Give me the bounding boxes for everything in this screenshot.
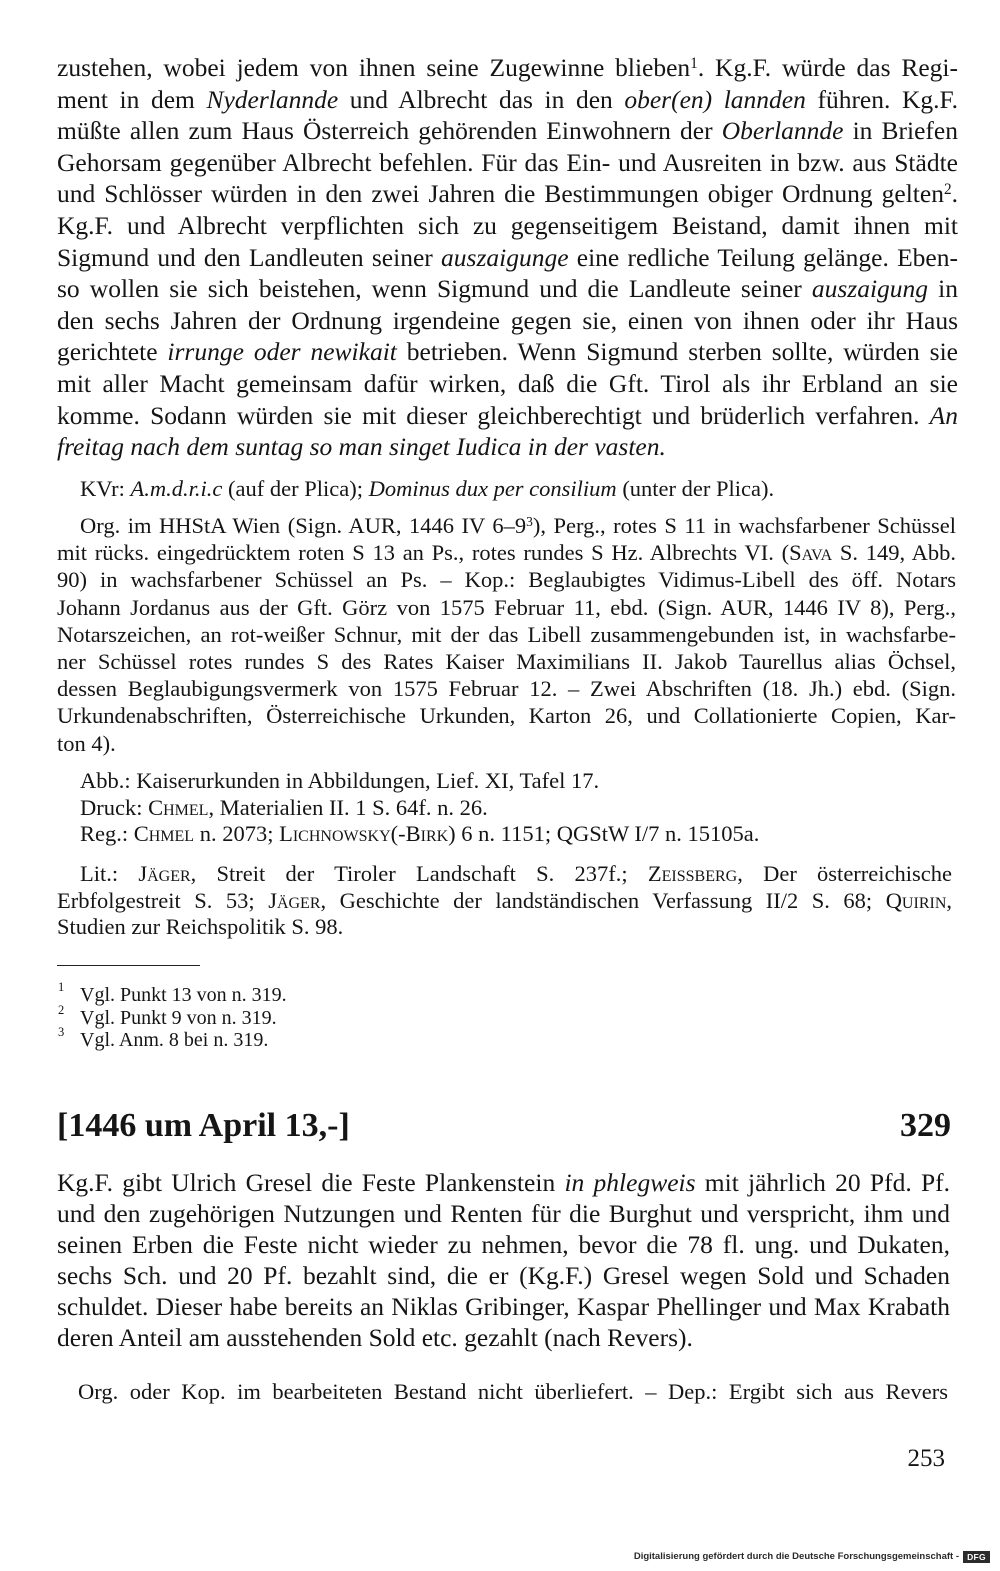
line-text bbox=[57, 888, 952, 913]
line-text bbox=[57, 211, 958, 240]
small-caps-name: Jäger bbox=[268, 887, 321, 913]
small-caps-name: Chmel bbox=[148, 794, 209, 820]
text-run: in Briefen bbox=[843, 116, 958, 146]
text-run: und den zugehörigen Nutzungen und Renten für die Burghut und verspricht, ihm und bbox=[57, 1199, 950, 1228]
line-text bbox=[57, 1261, 950, 1290]
tradition-line bbox=[57, 702, 956, 729]
literature-line bbox=[80, 861, 952, 888]
text-run: (auf der Plica); bbox=[222, 476, 369, 501]
text-run: müßte allen zum Haus Österreich gehörenden Einwohnern der bbox=[57, 116, 722, 146]
line-text bbox=[57, 649, 956, 674]
kanzleivermerk-note bbox=[57, 475, 956, 502]
text-run: führen. Kg.F. bbox=[805, 84, 959, 114]
line-text bbox=[57, 274, 958, 303]
regest-text-line bbox=[57, 242, 958, 274]
regest-text-line bbox=[57, 1322, 950, 1353]
tradition-line bbox=[57, 539, 956, 566]
text-run: in bbox=[928, 274, 958, 304]
text-run: 6 n. 1151; QGStW I/7 n. 15105a. bbox=[455, 821, 760, 847]
footnote-reference: 1 bbox=[690, 54, 698, 72]
italic-text: auszaigung bbox=[811, 274, 929, 304]
regest-text-line bbox=[57, 1260, 950, 1291]
text-run: Gehorsam gegenüber Albrecht befehlen. Für das Ein- und Ausreiten in bzw. aus Städte bbox=[57, 147, 958, 177]
literature-line bbox=[57, 888, 952, 915]
line-text bbox=[57, 306, 958, 335]
text-run: sechs Sch. und 20 Pf. bezahlt sind, die er (Kg.F.) Gresel wegen Sold und Schaden bbox=[57, 1261, 950, 1290]
italic-text: Oberlannde bbox=[721, 116, 844, 146]
text-run: mit jährlich 20 Pfd. Pf. bbox=[695, 1168, 951, 1197]
line-text bbox=[57, 1292, 950, 1321]
small-caps-name: Zeissberg bbox=[647, 861, 738, 886]
entry-heading bbox=[57, 1106, 951, 1146]
text-run: Johann Jordanus aus der Gft. Görz von 1575 Februar 11, ebd. (Sign. AUR, 1446 IV 8), Perg., bbox=[57, 594, 956, 620]
tradition-note bbox=[57, 512, 956, 757]
page-number: 253 bbox=[907, 1445, 945, 1472]
line-text bbox=[57, 401, 958, 430]
reference-line bbox=[80, 821, 956, 848]
italic-text: freitag nach dem suntag so man singet Iudica in der vasten. bbox=[57, 432, 666, 462]
footnote-number: 3 bbox=[58, 1025, 65, 1039]
text-run: Urkundenabschriften, Österreichische Urkunden, Karton 26, und Collationierte Copien, Kar- bbox=[57, 703, 956, 729]
text-run: , Streit der Tiroler Landschaft S. 237f.; bbox=[190, 861, 648, 886]
line-text bbox=[80, 476, 774, 501]
small-caps-name: Lichnowsky(-Birk) bbox=[279, 821, 456, 847]
line-text bbox=[57, 1199, 950, 1228]
entry-329-tradition bbox=[57, 1378, 948, 1405]
regest-text-line bbox=[57, 1167, 950, 1198]
tradition-line bbox=[78, 1378, 948, 1405]
line-text bbox=[57, 432, 666, 461]
regest-text-line bbox=[57, 273, 958, 305]
small-caps-name: Sava bbox=[789, 540, 833, 566]
tradition-line bbox=[57, 621, 956, 648]
tradition-line bbox=[80, 512, 956, 539]
line-text bbox=[57, 595, 956, 620]
text-run: ner Schüssel rotes rundes S des Rates Kaiser Maximilians II. Jakob Taurellus alias Öchsel, bbox=[57, 649, 956, 675]
line-text bbox=[78, 1379, 948, 1404]
regest-text-line bbox=[57, 336, 958, 368]
text-run: mit aller Macht gemeinsam dafür wirken, daß die Gft. Tirol als ihr Erbland an sie bbox=[57, 368, 958, 398]
regest-text-line bbox=[57, 147, 958, 179]
text-run: Abb.: Kaiserurkunden in Abbildungen, Lief. XI, Tafel 17. bbox=[80, 768, 600, 793]
text-run: (unter der Plica). bbox=[616, 476, 775, 501]
regest-text-line bbox=[57, 115, 958, 147]
literature-line bbox=[57, 914, 952, 941]
regest-text-line bbox=[57, 1229, 950, 1260]
text-run: . Kg.F. würde das Regi- bbox=[697, 53, 958, 82]
tradition-line bbox=[57, 566, 956, 593]
italic-text: Dominus dux per consilium bbox=[368, 476, 617, 501]
line-text bbox=[57, 337, 958, 366]
text-run: seinen Erben die Feste nicht wieder zu nehmen, bevor die 78 fl. ung. und Dukaten, bbox=[57, 1230, 950, 1259]
regest-text-line bbox=[57, 1291, 950, 1322]
entry-329-regest bbox=[57, 1167, 950, 1353]
italic-text: irrunge oder newikait bbox=[167, 337, 397, 367]
line-text bbox=[57, 179, 958, 208]
text-run: schuldet. Dieser habe bereits an Niklas Gribinger, Kaspar Phellinger und Max Krabath bbox=[57, 1292, 950, 1321]
text-run: 90) in wachsfarbener Schüssel an Ps. – Kop.: Beglaubigtes Vidimus-Libell des öff. Notars bbox=[57, 567, 956, 593]
regest-text-line bbox=[57, 368, 958, 400]
line-text bbox=[57, 540, 956, 565]
italic-text: auszaigunge bbox=[441, 242, 569, 272]
text-run: ment in dem bbox=[57, 84, 207, 114]
text-run: , Der österreichische bbox=[737, 861, 952, 886]
reference-line bbox=[80, 768, 956, 795]
footnote-number: 1 bbox=[58, 980, 65, 994]
text-run: , Materialien II. 1 S. 64f. n. 26. bbox=[208, 794, 488, 820]
italic-text: A.m.d.r.i.c bbox=[130, 476, 223, 501]
line-text bbox=[57, 622, 956, 647]
footnote-reference: 3 bbox=[526, 513, 533, 529]
text-run: Org. im HHStA Wien (Sign. AUR, 1446 IV 6–9 bbox=[80, 513, 527, 538]
text-run: Notarszeichen, an rot-weißer Schnur, mit der das Libell zusammengebunden ist, in wachsfarbe- bbox=[57, 621, 956, 647]
text-run: zustehen, wobei jedem von ihnen seine Zugewinne blieben bbox=[57, 53, 691, 82]
text-run: komme. Sodann würden sie mit dieser gleichberechtigt und brüderlich verfahren. bbox=[57, 400, 930, 430]
text-run: Sigmund und den Landleuten seiner bbox=[57, 242, 442, 272]
text-run: , Geschichte der landständischen Verfassung II/2 S. 68; bbox=[320, 887, 886, 913]
regest-text-line bbox=[57, 400, 958, 432]
text-run: ton 4). bbox=[57, 730, 116, 756]
literature-references bbox=[57, 861, 952, 941]
footnote bbox=[57, 1025, 657, 1052]
footer-text: Digitalisierung gefördert durch die Deutsche Forschungsgemeinschaft - bbox=[633, 1551, 959, 1562]
regest-text-line bbox=[57, 305, 958, 337]
text-run: Studien zur Reichspolitik S. 98. bbox=[57, 914, 344, 940]
text-run: betrieben. Wenn Sigmund sterben sollte, würden sie bbox=[396, 337, 958, 367]
footnote bbox=[57, 1002, 657, 1030]
line-text bbox=[57, 148, 958, 177]
line-text bbox=[80, 513, 956, 538]
line-text bbox=[57, 1168, 950, 1197]
text-run: Lit.: bbox=[80, 861, 139, 886]
entry-number: 329 bbox=[900, 1107, 951, 1144]
text-run: gerichtete bbox=[57, 337, 168, 367]
footnotes bbox=[57, 980, 657, 1052]
line-text bbox=[80, 768, 599, 793]
tradition-line bbox=[57, 648, 956, 675]
line-text bbox=[57, 53, 958, 82]
footnote-text: Vgl. Punkt 13 von n. 319. bbox=[80, 984, 287, 1006]
text-run: Kg.F. gibt Ulrich Gresel die Feste Plankenstein bbox=[57, 1168, 565, 1197]
text-run: und Albrecht das in den bbox=[338, 84, 625, 114]
text-run: ), Perg., rotes S 11 in wachsfarbener Schüssel bbox=[532, 513, 956, 538]
illustration-print-regest-references bbox=[57, 768, 956, 848]
text-run: eine redliche Teilung gelänge. Eben- bbox=[568, 242, 958, 272]
tradition-line bbox=[57, 675, 956, 702]
tradition-line bbox=[57, 594, 956, 621]
italic-text: An bbox=[929, 400, 958, 430]
footnote-number: 2 bbox=[58, 1002, 65, 1017]
line-text bbox=[57, 116, 958, 145]
tradition-line bbox=[57, 730, 956, 757]
line-text bbox=[57, 369, 958, 398]
italic-text: in phlegweis bbox=[564, 1168, 696, 1197]
entry-date: [1446 um April 13,-] bbox=[57, 1107, 350, 1144]
regest-text-line bbox=[57, 84, 958, 116]
line-text bbox=[57, 243, 958, 272]
funding-footer bbox=[634, 1550, 990, 1563]
line-text bbox=[57, 1323, 693, 1352]
line-text bbox=[57, 731, 116, 756]
text-run: Org. oder Kop. im bearbeiteten Bestand nicht überliefert. – Dep.: Ergibt sich aus Revers bbox=[78, 1379, 948, 1404]
text-run: n. 2073; bbox=[194, 821, 280, 847]
text-run: und Schlösser würden in den zwei Jahren die Bestimmungen obiger Ordnung gelten bbox=[57, 179, 944, 209]
text-run: Reg.: bbox=[80, 821, 134, 847]
footnote-text: Vgl. Anm. 8 bei n. 319. bbox=[80, 1029, 269, 1051]
line-text bbox=[57, 703, 956, 728]
text-run: KVr: bbox=[80, 476, 131, 501]
text-run: S. 149, Abb. bbox=[832, 540, 956, 566]
text-run: Kg.F. und Albrecht verpflichten sich zu gegenseitigem Beistand, damit ihnen mit bbox=[57, 210, 958, 240]
italic-text: ober(en) lannden bbox=[624, 84, 806, 114]
regest-text-line bbox=[57, 431, 958, 463]
line-text bbox=[80, 821, 759, 846]
line-text bbox=[57, 676, 956, 701]
text-run: dessen Beglaubigungsvermerk von 1575 Februar 12. – Zwei Abschriften (18. Jh.) ebd. (Sign. bbox=[57, 676, 956, 702]
regest-text-line bbox=[57, 178, 958, 210]
text-run: deren Anteil am ausstehenden Sold etc. gezahlt (nach Revers). bbox=[57, 1323, 693, 1352]
line-text bbox=[57, 85, 958, 114]
small-caps-name: Quirin bbox=[885, 887, 947, 913]
footnote-reference: 2 bbox=[943, 180, 952, 198]
small-caps-name: Chmel bbox=[133, 821, 195, 847]
line-text bbox=[80, 861, 952, 886]
regest-328-continuation bbox=[57, 52, 958, 463]
line-text bbox=[57, 914, 343, 939]
line-text bbox=[80, 795, 488, 820]
text-run: Druck: bbox=[80, 794, 149, 820]
italic-text: Nyderlannde bbox=[206, 84, 339, 114]
text-run: , bbox=[946, 887, 952, 913]
line-text bbox=[57, 567, 956, 592]
reference-line bbox=[80, 795, 956, 822]
regest-text-line bbox=[57, 52, 958, 84]
text-run: den sechs Jahren der Ordnung irgendeine gegen sie, einen von ihnen oder ihr Haus bbox=[57, 305, 958, 335]
line-text bbox=[57, 1230, 950, 1259]
regest-text-line bbox=[57, 1198, 950, 1229]
text-run: mit rücks. eingedrücktem roten S 13 an Ps., rotes rundes S Hz. Albrechts VI. ( bbox=[57, 540, 790, 566]
text-run: so wollen sie sich beistehen, wenn Sigmund und die Landleute seiner bbox=[57, 274, 812, 304]
small-caps-name: Jäger bbox=[138, 861, 191, 886]
footnote-separator bbox=[57, 965, 200, 966]
text-run: Erbfolgestreit S. 53; bbox=[57, 887, 269, 913]
text-run: . bbox=[951, 179, 958, 209]
footnote bbox=[57, 980, 657, 1007]
dfg-logo: DFG bbox=[963, 1551, 990, 1563]
regest-text-line bbox=[57, 210, 958, 242]
kvr-line bbox=[80, 475, 956, 502]
footnote-text: Vgl. Punkt 9 von n. 319. bbox=[80, 1006, 277, 1029]
